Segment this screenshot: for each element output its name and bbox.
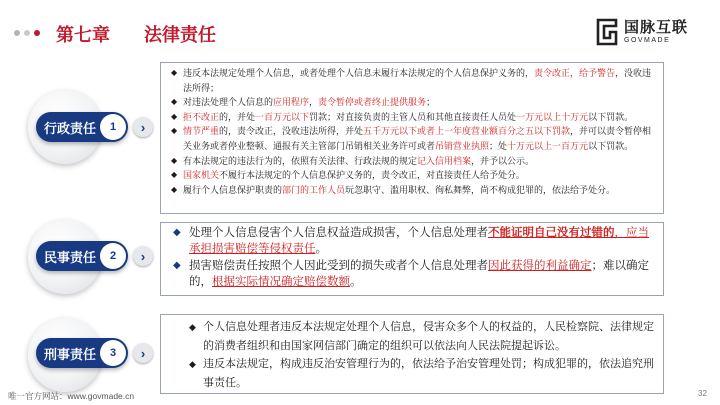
chapter-label: 第七章	[56, 25, 110, 45]
list-item: ◆ 违反本法规定处理个人信息，或者处理个人信息未履行本法规定的个人信息保护义务的，责令改正，给予警告，没收违法所得；	[171, 68, 652, 93]
bullet-icon: ◆	[173, 259, 181, 271]
section-label: 行政责任	[44, 120, 97, 136]
bullet-icon: ◆	[171, 68, 178, 77]
header-dots	[14, 30, 40, 36]
bullet-icon: ◆	[171, 184, 178, 194]
brand-logo	[596, 16, 688, 48]
list-item: ◆ 个人信息处理者违反本法规定处理个人信息，侵害众多个人的权益的，人民检察院、法律规定的消费者组织和由国家网信部门确定的组织可以依法向人民法院提起诉讼。	[189, 318, 657, 355]
dot-icon	[34, 30, 40, 36]
section-number: 3	[100, 340, 126, 366]
page-title: 法律责任	[144, 25, 216, 45]
bullet-icon: ◆	[171, 155, 178, 165]
bullet-icon: ◆	[189, 359, 196, 369]
logo-text-cn: 国脉互联	[624, 19, 689, 36]
chevron-right-icon[interactable]: ›	[133, 246, 153, 266]
section-number: 2	[100, 243, 126, 269]
chevron-right-icon[interactable]: ›	[133, 343, 153, 363]
section-label: 刑事责任	[44, 346, 97, 362]
page-number: 32	[698, 389, 707, 398]
bullet-icon: ◆	[171, 97, 178, 107]
admin-liability-box	[160, 62, 664, 214]
list-item: ◆ 情节严重的，责令改正，没收违法所得，并处五千万元以下或者上一年度营业额百分之五以下罚款，并可以责令暂停相关业务或者停业整顿、通报有关主管部门吊销相关业务许可或者吊销营业执照；处十万元以上一百万元以下罚款。	[171, 126, 652, 151]
section-pill-admin[interactable]	[36, 112, 128, 142]
footer-site: 唯一官方网站：www.govmade.cn	[8, 391, 135, 401]
dot-icon	[24, 30, 30, 36]
chevron-right-icon[interactable]: ›	[133, 117, 153, 137]
govmade-logo-icon	[596, 18, 618, 46]
bullet-icon: ◆	[171, 126, 178, 136]
bullet-icon: ◆	[189, 322, 196, 332]
bullet-icon: ◆	[171, 170, 178, 180]
section-pill-civil[interactable]	[36, 241, 128, 271]
section-pill-criminal[interactable]	[36, 338, 128, 368]
list-item: ◆ 国家机关不履行本法规定的个人信息保护义务的，责令改正，对直接责任人给予处分。	[171, 168, 657, 183]
section-number: 1	[100, 114, 126, 140]
criminal-liability-box	[160, 314, 664, 394]
bullet-icon: ◆	[171, 111, 178, 121]
section-label: 民事责任	[44, 249, 97, 265]
list-item: ◆ 拒不改正的，并处一百万元以下罚款；对直接负责的主管人员和其他直接责任人员处一万元以上十万元以下罚款。	[171, 110, 657, 125]
list-item: ◆ 履行个人信息保护职责的部门的工作人员玩忽职守、滥用职权、徇私舞弊，尚不构成犯罪的，依法给予处分。	[171, 183, 657, 198]
list-item: ◆ 处理个人信息侵害个人信息权益造成损害，个人信息处理者不能证明自己没有过错的，应当承担损害赔偿等侵权责任。	[173, 227, 649, 256]
list-item: ◆ 违反本法规定，构成违反治安管理行为的，依法给予治安管理处罚；构成犯罪的，依法追究刑事责任。	[189, 355, 657, 392]
list-item: ◆ 损害赔偿责任按照个人因此受到的损失或者个人信息处理者因此获得的利益确定；难以确定的，根据实际情况确定赔偿数额。	[173, 259, 649, 288]
logo-text-en: GOVMADE	[624, 37, 671, 44]
dot-icon	[14, 30, 20, 36]
bullet-icon: ◆	[173, 227, 181, 238]
list-item: ◆ 对违法处理个人信息的应用程序，责令暂停或者终止提供服务；	[171, 95, 657, 110]
list-item: ◆ 有本法规定的违法行为的，依照有关法律、行政法规的规定记入信用档案，并予以公示。	[171, 154, 657, 169]
civil-liability-box	[160, 222, 664, 296]
